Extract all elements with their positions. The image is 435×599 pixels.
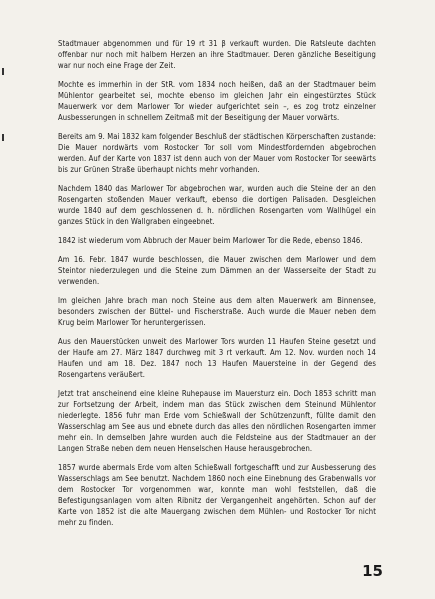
paragraph: Aus den Mauerstücken unweit des Marlower Tors wurden 11 Haufen Steine gesetzt und der Haufe am 27. März 1847 durchweg mit 3 rt verkauft. Am 12. Nov. wurden noch 14 Haufen und am 18. Dez. 1847 noch 13 Haufen Mauersteine in der Gegend des Rosengartens veräußert. [58,337,376,379]
page-number: 15 [362,562,383,580]
paragraph: Stadtmauer abgenommen und für 19 rt 31 β verkauft wurden. Die Ratsleute dachten offenbar nur noch mit halbem Herzen an ihre Stadtmauer. Deren gänzliche Beseitigung war nur noch eine Frage der Zeit. [58,39,376,70]
paragraph: Bereits am 9. Mai 1832 kam folgender Beschluß der städtischen Körperschaften zustande: Die Mauer nordwärts vom Rostocker Tor soll vom Mindestfordernden abgebrochen werden. Auf der Karte von 1837 ist denn auch von der Mauer vom Rostocker Tor seewärts bis zur Grünen Straße überhaupt nichts mehr vorhanden. [58,132,376,174]
paragraph: 1857 wurde abermals Erde vom alten Schießwall fortgeschafft und zur Ausbesserung des Wasserschlags am See benutzt. Nachdem 1860 noch eine Einebnung des Grabenwalls vor dem Rostocker Tor vorgenommen war, konnte man wohl feststellen, daß die Befestigungsanlagen vom alten Ribnitz der Vergangenheit angehörten. Schon auf der Karte von 1852 ist die alte Mauergang zwischen dem Mühlen- und Rostocker Tor nicht mehr zu finden. [58,463,376,527]
paragraph: 1842 ist wiederum vom Abbruch der Mauer beim Marlower Tor die Rede, ebenso 1846. [58,236,363,245]
paragraph: Mochte es immerhin in der StR. vom 1834 noch heißen, daß an der Stadtmauer beim Mühlentor gearbeitet sei, mochte ebenso im gleichen Jahr ein eingestürztes Stück Mauerwerk vor dem Marlower Tor wieder aufgerichtet sein –, es zog trotz einzelner Ausbesserungen in schnellem Zeitmaß mit der Beseitigung der Mauer vorwärts. [58,80,376,122]
paragraph: Jetzt trat anscheinend eine kleine Ruhepause im Mauersturz ein. Doch 1853 schritt man zur Fortsetzung der Arbeit, indem man das Stück zwischen dem Steinund Mühlentor niederlegte. 1856 fuhr man Erde vom Schießwall der Schützenzunft, füllte damit den Wasserschlag am See aus und ebnete durch das alles den nördlichen Rosengarten immer mehr ein. In demselben Jahre wurden auch die Feldsteine aus der Stadtmauer an der Langen Straße neben dem neuen Henselschen Hause herausgebrochen. [58,389,376,453]
paragraph: Im gleichen Jahre brach man noch Steine aus dem alten Mauerwerk am Binnensee, besonders zwischen der Büttel- und Fischerstraße. Auch wurde die Mauer neben dem Krug beim Marlower Tor heruntergerissen. [58,296,376,327]
paragraph: Nachdem 1840 das Marlower Tor abgebrochen war, wurden auch die Steine der an den Rosengarten stoßenden Mauer verkauft, ebenso die dortigen Palisaden. Desgleichen wurde 1840 auf dem geschlossenen d. h. nördlichen Rosengarten vom Wallhügel ein ganzes Stück in den Wallgraben eingeebnet. [58,184,376,226]
body-text [58,38,376,536]
paragraph: Am 16. Febr. 1847 wurde beschlossen, die Mauer zwischen dem Marlower und dem Steintor niederzulegen und die Steine zum Dämmen an der Wasserseite der Stadt zu verwenden. [58,255,376,286]
margin-mark [2,68,4,75]
margin-mark [2,134,4,141]
